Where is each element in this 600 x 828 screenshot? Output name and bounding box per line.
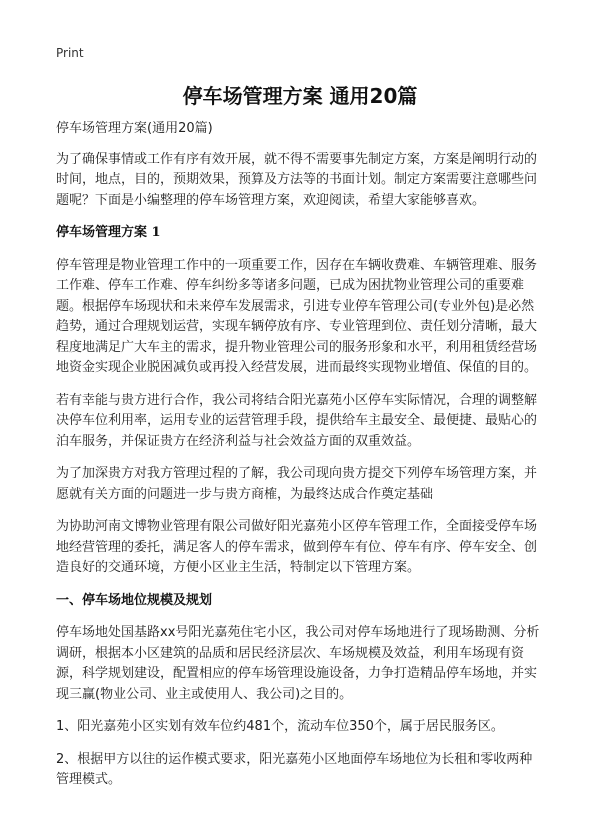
- paragraph-2: 若有幸能与贵方进行合作，我公司将结合阳光嘉苑小区停车实际情况，合理的调整解决停车位利用率，运用专业的运营管理手段，提供给车主最安全、最便捷、最贴心的泊车服务，并保证贵方在经济利益与社会效益方面的双重效益。: [56, 392, 538, 449]
- list-item-2: 2、根据甲方以往的运作模式要求，阳光嘉苑小区地面停车场地位为长租和零收两种管理模式。: [56, 751, 533, 787]
- page-title: 停车场管理方案 通用20篇: [182, 84, 418, 108]
- paragraph-1: 停车管理是物业管理工作中的一项重要工作，因存在车辆收费难、车辆管理难、服务工作难、停车工作难、停车纠纷多等诸多问题，已成为困扰物业管理公司的重要难题。根据停车场现状和未来停车发展需求，引进专业停车管理公司(专业外包)是必然趋势，通过合理规划运营，实现车辆停放有序、专业管理到位、责任划分清晰，最大程度地满足广大车主的需求，提升物业管理公司的服务形象和水平，利用租赁经营场地资金实现企业脱困减负或再投入经营发展，进而最终实现物业增值、保值的目的。: [56, 257, 538, 375]
- document-subtitle: 停车场管理方案(通用20篇): [56, 121, 213, 136]
- paragraph-3: 为了加深贵方对我方管理过程的了解，我公司现向贵方提交下列停车场管理方案，并愿就有关方面的问题进一步与贵方商榷，为最终达成合作奠定基础: [56, 466, 538, 502]
- paragraph-5: 停车场地处国基路xx号阳光嘉苑住宅小区，我公司对停车场地进行了现场勘测、分析调研，根据本小区建筑的品质和居民经济层次、车场规模及效益，利用车场现有资源，科学规划建设，配置相应的停车场管理设施设备，力争打造精品停车场地，并实现三赢(物业公司、业主或使用人、我公司)之目的。: [56, 625, 540, 702]
- document-body: [56, 119, 543, 803]
- print-label[interactable]: Print: [56, 46, 84, 60]
- intro-paragraph: 为了确保事情或工作有序有效开展，就不得不需要事先制定方案，方案是阐明行动的时间，地点，目的，预期效果，预算及方法等的书面计划。制定方案需要注意哪些问题呢？下面是小编整理的停车场管理方案，欢迎阅读，希望大家能够喜欢。: [56, 151, 538, 208]
- paragraph-4: 为协助河南文博物业管理有限公司做好阳光嘉苑小区停车管理工作，全面接受停车场地经营管理的委托，满足客人的停车需求，做到停车有位、停车有序、停车安全、创造良好的交通环境，方便小区业主生活，特制定以下管理方案。: [56, 519, 538, 575]
- section-heading-2: 一、停车场地位规模及规划: [56, 592, 213, 608]
- list-item-1: 1、阳光嘉苑小区实划有效车位约481个，流动车位350个，属于居民服务区。: [56, 719, 504, 734]
- section-heading-1: 停车场管理方案 1: [56, 225, 161, 240]
